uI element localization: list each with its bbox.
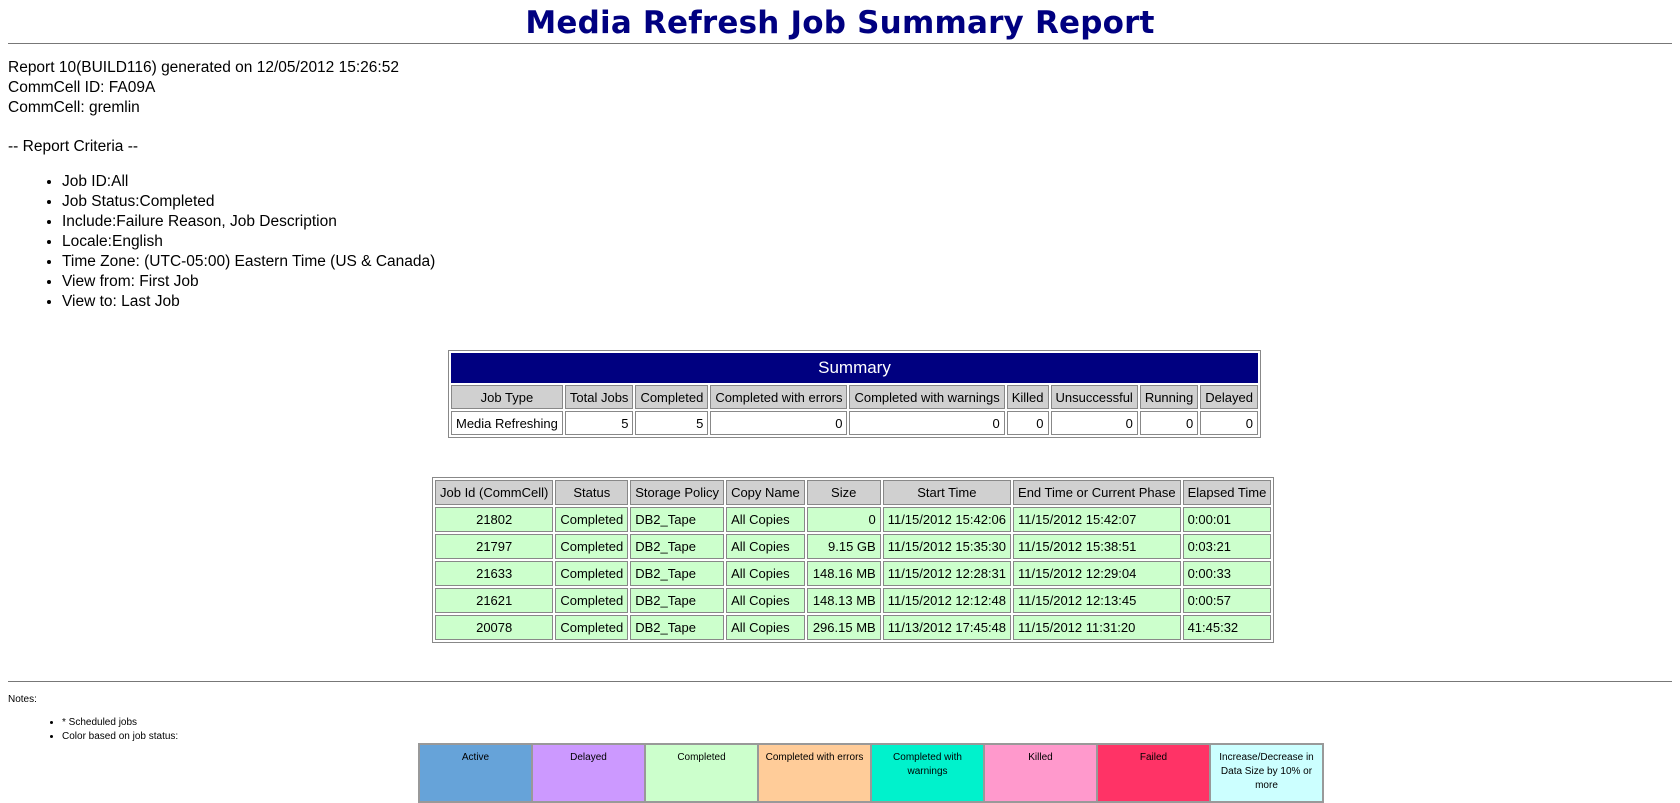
summary-cell: 0 bbox=[1051, 411, 1138, 435]
criteria-heading: -- Report Criteria -- bbox=[8, 138, 139, 155]
jobs-header: Status bbox=[555, 480, 628, 505]
criteria-item-include: • Include:Failure Reason, Job Description bbox=[62, 212, 435, 232]
summary-header: Unsuccessful bbox=[1051, 385, 1138, 409]
commcell-id: CommCell ID: FA09A bbox=[8, 79, 156, 96]
summary-cell: 0 bbox=[710, 411, 847, 435]
size-cell: 0 bbox=[807, 507, 881, 532]
elapsed-time-cell: 0:00:57 bbox=[1183, 588, 1272, 613]
jobs-header: Storage Policy bbox=[630, 480, 724, 505]
start-time-cell: 11/13/2012 17:45:48 bbox=[883, 615, 1011, 640]
start-time-cell: 11/15/2012 15:42:06 bbox=[883, 507, 1011, 532]
job-id-cell: 21621 bbox=[435, 588, 553, 613]
notes-heading: Notes: bbox=[8, 694, 37, 705]
jobs-header: Elapsed Time bbox=[1183, 480, 1272, 505]
summary-table bbox=[448, 350, 1261, 438]
end-time-cell: 11/15/2012 11:31:20 bbox=[1013, 615, 1181, 640]
job-status-cell: Completed bbox=[555, 561, 628, 586]
end-time-cell: 11/15/2012 15:38:51 bbox=[1013, 534, 1181, 559]
summary-cell: 5 bbox=[635, 411, 708, 435]
storage-policy-cell: DB2_Tape bbox=[630, 615, 724, 640]
summary-cell: Media Refreshing bbox=[451, 411, 563, 435]
job-id-cell: 21802 bbox=[435, 507, 553, 532]
title-divider bbox=[8, 43, 1672, 44]
legend-data-size-change: Increase/Decrease in Data Size by 10% or more bbox=[1210, 744, 1323, 802]
criteria-item-job-id: • Job ID:All bbox=[62, 172, 435, 192]
storage-policy-cell: DB2_Tape bbox=[630, 534, 724, 559]
job-status-cell: Completed bbox=[555, 615, 628, 640]
summary-row bbox=[451, 411, 1258, 435]
size-cell: 148.13 MB bbox=[807, 588, 881, 613]
status-color-legend bbox=[418, 743, 1324, 803]
criteria-item-view-to: • View to: Last Job bbox=[62, 292, 435, 312]
summary-cell: 5 bbox=[565, 411, 634, 435]
jobs-header-row bbox=[435, 480, 1271, 505]
table-row bbox=[435, 615, 1271, 640]
legend-completed: Completed bbox=[645, 744, 758, 802]
summary-header: Killed bbox=[1007, 385, 1049, 409]
notes-list bbox=[8, 716, 178, 744]
job-id-cell: 21633 bbox=[435, 561, 553, 586]
legend-completed-with-errors: Completed with errors bbox=[758, 744, 871, 802]
start-time-cell: 11/15/2012 12:12:48 bbox=[883, 588, 1011, 613]
summary-cell: 0 bbox=[1200, 411, 1258, 435]
summary-header: Job Type bbox=[451, 385, 563, 409]
summary-header: Completed with warnings bbox=[849, 385, 1004, 409]
commcell-name: CommCell: gremlin bbox=[8, 99, 140, 116]
jobs-header: Start Time bbox=[883, 480, 1011, 505]
jobs-header: Job Id (CommCell) bbox=[435, 480, 553, 505]
copy-name-cell: All Copies bbox=[726, 588, 805, 613]
table-row bbox=[435, 588, 1271, 613]
summary-cell: 0 bbox=[1140, 411, 1198, 435]
criteria-list bbox=[8, 172, 435, 312]
notes-divider bbox=[8, 681, 1672, 682]
note-item: • Color based on job status: bbox=[62, 730, 178, 744]
jobs-header: End Time or Current Phase bbox=[1013, 480, 1181, 505]
summary-header: Delayed bbox=[1200, 385, 1258, 409]
elapsed-time-cell: 0:03:21 bbox=[1183, 534, 1272, 559]
table-row bbox=[435, 507, 1271, 532]
job-status-cell: Completed bbox=[555, 588, 628, 613]
copy-name-cell: All Copies bbox=[726, 534, 805, 559]
elapsed-time-cell: 41:45:32 bbox=[1183, 615, 1272, 640]
table-row bbox=[435, 534, 1271, 559]
copy-name-cell: All Copies bbox=[726, 561, 805, 586]
jobs-header: Copy Name bbox=[726, 480, 805, 505]
copy-name-cell: All Copies bbox=[726, 615, 805, 640]
copy-name-cell: All Copies bbox=[726, 507, 805, 532]
summary-header: Completed with errors bbox=[710, 385, 847, 409]
generated-line: Report 10(BUILD116) generated on 12/05/2012 15:26:52 bbox=[8, 59, 399, 76]
summary-cell: 0 bbox=[849, 411, 1004, 435]
elapsed-time-cell: 0:00:33 bbox=[1183, 561, 1272, 586]
job-id-cell: 20078 bbox=[435, 615, 553, 640]
criteria-item-job-status: • Job Status:Completed bbox=[62, 192, 435, 212]
end-time-cell: 11/15/2012 12:13:45 bbox=[1013, 588, 1181, 613]
summary-header: Total Jobs bbox=[565, 385, 634, 409]
start-time-cell: 11/15/2012 15:35:30 bbox=[883, 534, 1011, 559]
table-row bbox=[435, 561, 1271, 586]
report-title: Media Refresh Job Summary Report bbox=[525, 5, 1155, 41]
note-item: • * Scheduled jobs bbox=[62, 716, 178, 730]
legend-completed-with-warnings: Completed with warnings bbox=[871, 744, 984, 802]
report-meta bbox=[8, 58, 399, 118]
start-time-cell: 11/15/2012 12:28:31 bbox=[883, 561, 1011, 586]
end-time-cell: 11/15/2012 15:42:07 bbox=[1013, 507, 1181, 532]
size-cell: 296.15 MB bbox=[807, 615, 881, 640]
storage-policy-cell: DB2_Tape bbox=[630, 561, 724, 586]
job-id-cell: 21797 bbox=[435, 534, 553, 559]
legend-killed: Killed bbox=[984, 744, 1097, 802]
size-cell: 148.16 MB bbox=[807, 561, 881, 586]
summary-cell: 0 bbox=[1007, 411, 1049, 435]
criteria-item-view-from: • View from: First Job bbox=[62, 272, 435, 292]
job-status-cell: Completed bbox=[555, 534, 628, 559]
legend-active: Active bbox=[419, 744, 532, 802]
summary-header: Running bbox=[1140, 385, 1198, 409]
end-time-cell: 11/15/2012 12:29:04 bbox=[1013, 561, 1181, 586]
job-status-cell: Completed bbox=[555, 507, 628, 532]
criteria-item-locale: • Locale:English bbox=[62, 232, 435, 252]
summary-header-row bbox=[451, 385, 1258, 409]
size-cell: 9.15 GB bbox=[807, 534, 881, 559]
storage-policy-cell: DB2_Tape bbox=[630, 507, 724, 532]
summary-header: Completed bbox=[635, 385, 708, 409]
criteria-item-time-zone: • Time Zone: (UTC-05:00) Eastern Time (US & Canada) bbox=[62, 252, 435, 272]
legend-failed: Failed bbox=[1097, 744, 1210, 802]
legend-delayed: Delayed bbox=[532, 744, 645, 802]
jobs-header: Size bbox=[807, 480, 881, 505]
jobs-table bbox=[432, 477, 1274, 643]
elapsed-time-cell: 0:00:01 bbox=[1183, 507, 1272, 532]
storage-policy-cell: DB2_Tape bbox=[630, 588, 724, 613]
summary-caption: Summary bbox=[451, 353, 1258, 383]
